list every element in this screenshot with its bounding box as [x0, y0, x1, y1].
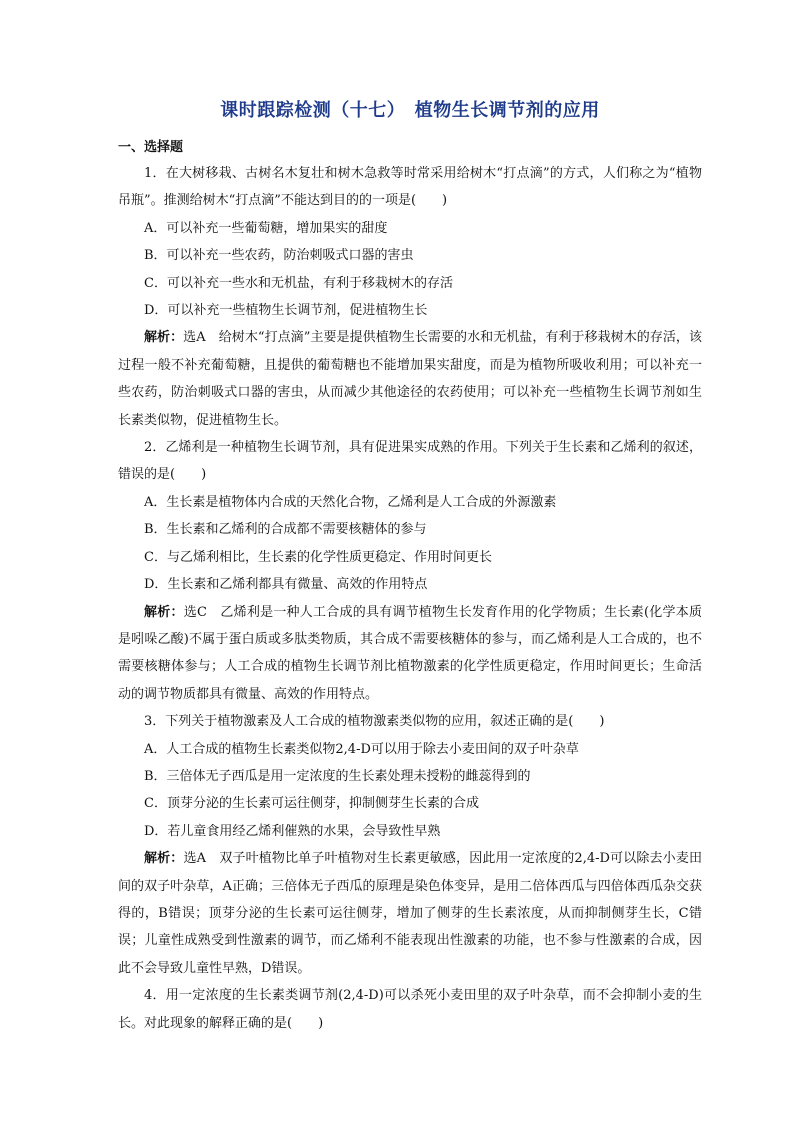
question-4 — [118, 982, 702, 1037]
analysis — [118, 324, 702, 434]
option-c: C．顶芽分泌的生长素可运往侧芽，抑制侧芽生长素的合成 — [144, 796, 479, 812]
question-stem: 4．用一定浓度的生长素类调节剂(2,4-D)可以杀死小麦田里的双子叶杂草，而不会抑制小麦的生长。对此现象的解释正确的是( ) — [118, 988, 702, 1031]
section-heading: 一、选择题 — [118, 140, 184, 155]
analysis-label: 解析： — [144, 604, 184, 620]
option-d: D．若儿童食用经乙烯利催熟的水果，会导致性早熟 — [144, 823, 441, 839]
option-b: B．可以补充一些农药，防治刺吸式口器的害虫 — [144, 248, 414, 264]
option-d: D．生长素和乙烯利都具有微量、高效的作用特点 — [144, 577, 428, 593]
question-stem: 1．在大树移栽、古树名木复壮和树木急救等时常采用给树木“打点滴”的方式，人们称之为“植物吊瓶”。推测给树木“打点滴”不能达到目的的一项是( ) — [118, 166, 702, 209]
option-a: A．可以补充一些葡萄糖，增加果实的甜度 — [144, 220, 388, 236]
option-b: B．三倍体无子西瓜是用一定浓度的生长素处理未授粉的雌蕊得到的 — [144, 768, 531, 784]
option-b: B．生长素和乙烯利的合成都不需要核糖体的参与 — [144, 522, 427, 538]
analysis-text: 选A 给树木“打点滴”主要是提供植物生长需要的水和无机盐，有利于移栽树木的存活，该过程一般不补充葡萄糖，且提供的葡萄糖也不能增加果实甜度，而是为植物所吸收利用；可以补充一些农药，防治刺吸式口器的害虫，从而减少其他途径的农药使用；可以补充一些植物生长调节剂如生长素类似物，促进植物生长。 — [118, 330, 702, 428]
analysis — [118, 599, 702, 709]
question-1 — [118, 160, 702, 434]
question-2 — [118, 434, 702, 708]
option-a: A．生长素是植物体内合成的天然化合物，乙烯利是人工合成的外源激素 — [144, 494, 557, 510]
question-stem: 3．下列关于植物激素及人工合成的植物激素类似物的应用，叙述正确的是( ) — [144, 714, 605, 730]
option-c: C．与乙烯利相比，生长素的化学性质更稳定、作用时间更长 — [144, 549, 492, 565]
question-3 — [118, 708, 702, 982]
analysis-text: 选C 乙烯利是一种人工合成的具有调节植物生长发育作用的化学物质；生长素(化学本质是吲哚乙酸)不属于蛋白质或多肽类物质，其合成不需要核糖体的参与，而乙烯利是人工合成的，也不需要核糖体参与；人工合成的植物生长调节剂比植物激素的化学性质更稳定，作用时间更长；生命活动的调节物质都具有微量、高效的作用特点。 — [118, 604, 702, 702]
option-d: D．可以补充一些植物生长调节剂，促进植物生长 — [144, 303, 428, 319]
analysis-text: 选A 双子叶植物比单子叶植物对生长素更敏感，因此用一定浓度的2,4-D可以除去小麦田间的双子叶杂草，A正确；三倍体无子西瓜的原理是染色体变异，是用二倍体西瓜与四倍体西瓜杂交获得的，B错误；顶芽分泌的生长素可运往侧芽，增加了侧芽的生长素浓度，从而抑制侧芽生长，C错误；儿童性成熟受到性激素的调节，而乙烯利不能表现出性激素的功能，也不参与性激素的合成，因此不会导致儿童性早熟，D错误。 — [118, 851, 702, 976]
option-a: A．人工合成的植物生长素类似物2,4-D可以用于除去小麦田间的双子叶杂草 — [144, 741, 579, 757]
analysis-label: 解析： — [144, 851, 184, 867]
analysis-label: 解析： — [144, 330, 184, 346]
question-stem: 2．乙烯利是一种植物生长调节剂，具有促进果实成熟的作用。下列关于生长素和乙烯利的叙述，错误的是( ) — [118, 440, 702, 483]
page-title: 课时跟踪检测（十七） 植物生长调节剂的应用 — [220, 100, 600, 121]
analysis — [118, 845, 702, 982]
option-c: C．可以补充一些水和无机盐，有利于移栽树木的存活 — [144, 275, 453, 291]
